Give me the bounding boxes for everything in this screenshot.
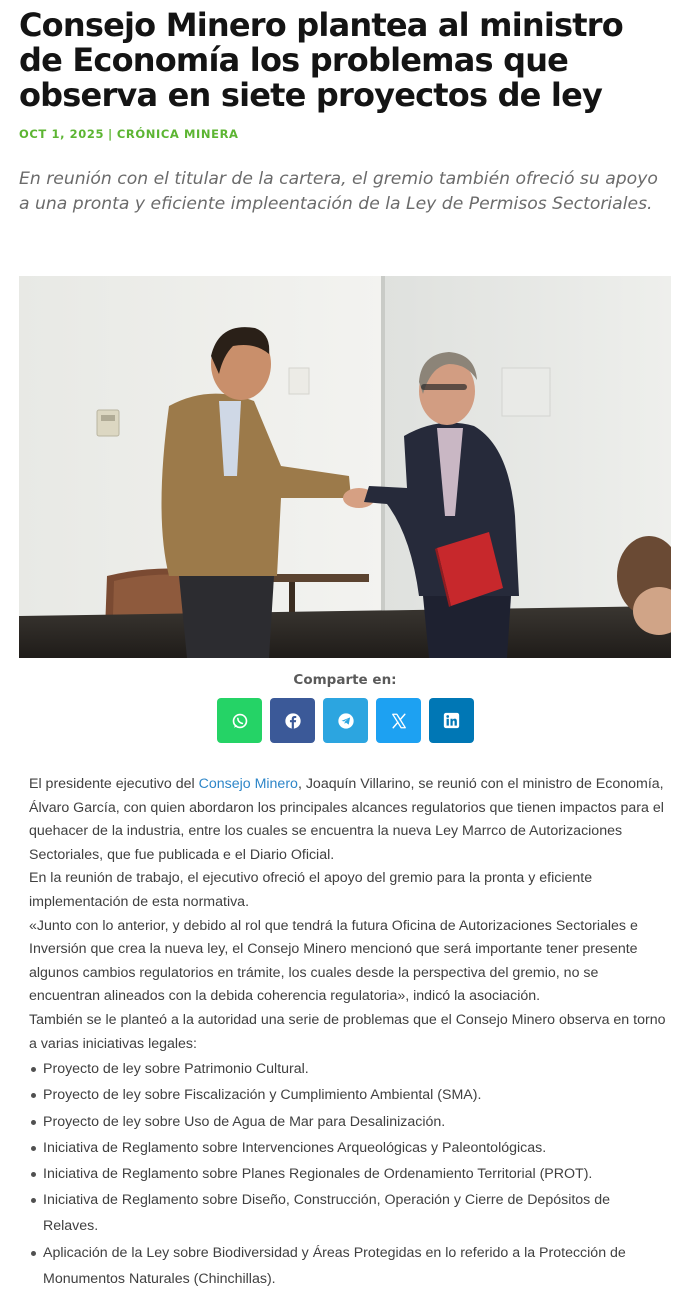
body-text: El presidente ejecutivo del	[29, 776, 199, 792]
linkedin-icon	[443, 712, 460, 729]
list-item: Proyecto de ley sobre Fiscalización y Cumplimiento Ambiental (SMA).	[29, 1082, 669, 1108]
list-item: Aplicación de la Ley sobre Biodiversidad y Áreas Protegidas en lo referido a la Protección de Monumentos Naturales (Chinchillas).	[29, 1240, 669, 1292]
telegram-icon	[337, 712, 355, 730]
article-body	[29, 773, 669, 1292]
article-category-link[interactable]: CRÓNICA MINERA	[116, 127, 239, 141]
initiatives-list	[29, 1056, 669, 1292]
body-paragraph	[29, 773, 669, 867]
whatsapp-icon	[231, 712, 249, 730]
list-item: Proyecto de ley sobre Patrimonio Cultural.	[29, 1056, 669, 1082]
list-item: Iniciativa de Reglamento sobre Diseño, Construcción, Operación y Cierre de Depósitos de Relaves.	[29, 1187, 669, 1239]
share-buttons	[217, 698, 474, 743]
meta-separator: |	[108, 127, 113, 141]
body-paragraph: También se le planteó a la autoridad una serie de problemas que el Consejo Minero observa en torno a varias iniciativas legales:	[29, 1011, 666, 1052]
facebook-icon	[284, 712, 302, 730]
share-facebook-button[interactable]	[270, 698, 315, 743]
list-item: Proyecto de ley sobre Uso de Agua de Mar para Desalinización.	[29, 1109, 669, 1135]
list-item: Iniciativa de Reglamento sobre Intervenciones Arqueológicas y Paleontológicas.	[29, 1135, 669, 1161]
article-lede: En reunión con el titular de la cartera, el gremio también ofreció su apoyo a una pronta y eficiente impleentación de la Ley de Permisos Sectoriales.	[19, 169, 658, 214]
list-item: Iniciativa de Reglamento sobre Planes Regionales de Ordenamiento Territorial (PROT).	[29, 1161, 669, 1187]
article-photo	[19, 276, 671, 658]
article-date: OCT 1, 2025	[19, 127, 105, 141]
share-label: Comparte en:	[293, 672, 397, 688]
share-telegram-button[interactable]	[323, 698, 368, 743]
article-title: Consejo Minero plantea al ministro de Economía los problemas que observa en siete proyectos de ley	[19, 6, 623, 114]
share-linkedin-button[interactable]	[429, 698, 474, 743]
body-text: , Joaquín Villarino, se reunió con el ministro de Economía, Álvaro García, con quien abordaron los principales alcances regulatorios que tienen impactos para el quehacer de la industria, entre los cuales se encuentra la nueva Ley Marrco de Autorizaciones Sectoriales, que fue publicada e el Diario Oficial.	[29, 776, 664, 863]
share-whatsapp-button[interactable]	[217, 698, 262, 743]
body-paragraph: En la reunión de trabajo, el ejecutivo ofreció el apoyo del gremio para la pronta y eficiente implementación de esta normativa.	[29, 870, 593, 910]
article-meta	[19, 126, 239, 142]
share-x-button[interactable]	[376, 698, 421, 743]
x-icon	[390, 712, 408, 730]
consejo-minero-link[interactable]: Consejo Minero	[198, 776, 298, 792]
body-paragraph: «Junto con lo anterior, y debido al rol que tendrá la futura Oficina de Autorizaciones Sectoriales e Inversión que crea la nueva ley, el Consejo Minero mencionó que será importante tener presente algunos cambios regulatorios en trámite, los cuales desde la perspectiva del gremio, no se encuentran alineados con la debida coherencia regulatoria», indicó la asociación.	[29, 917, 638, 1005]
